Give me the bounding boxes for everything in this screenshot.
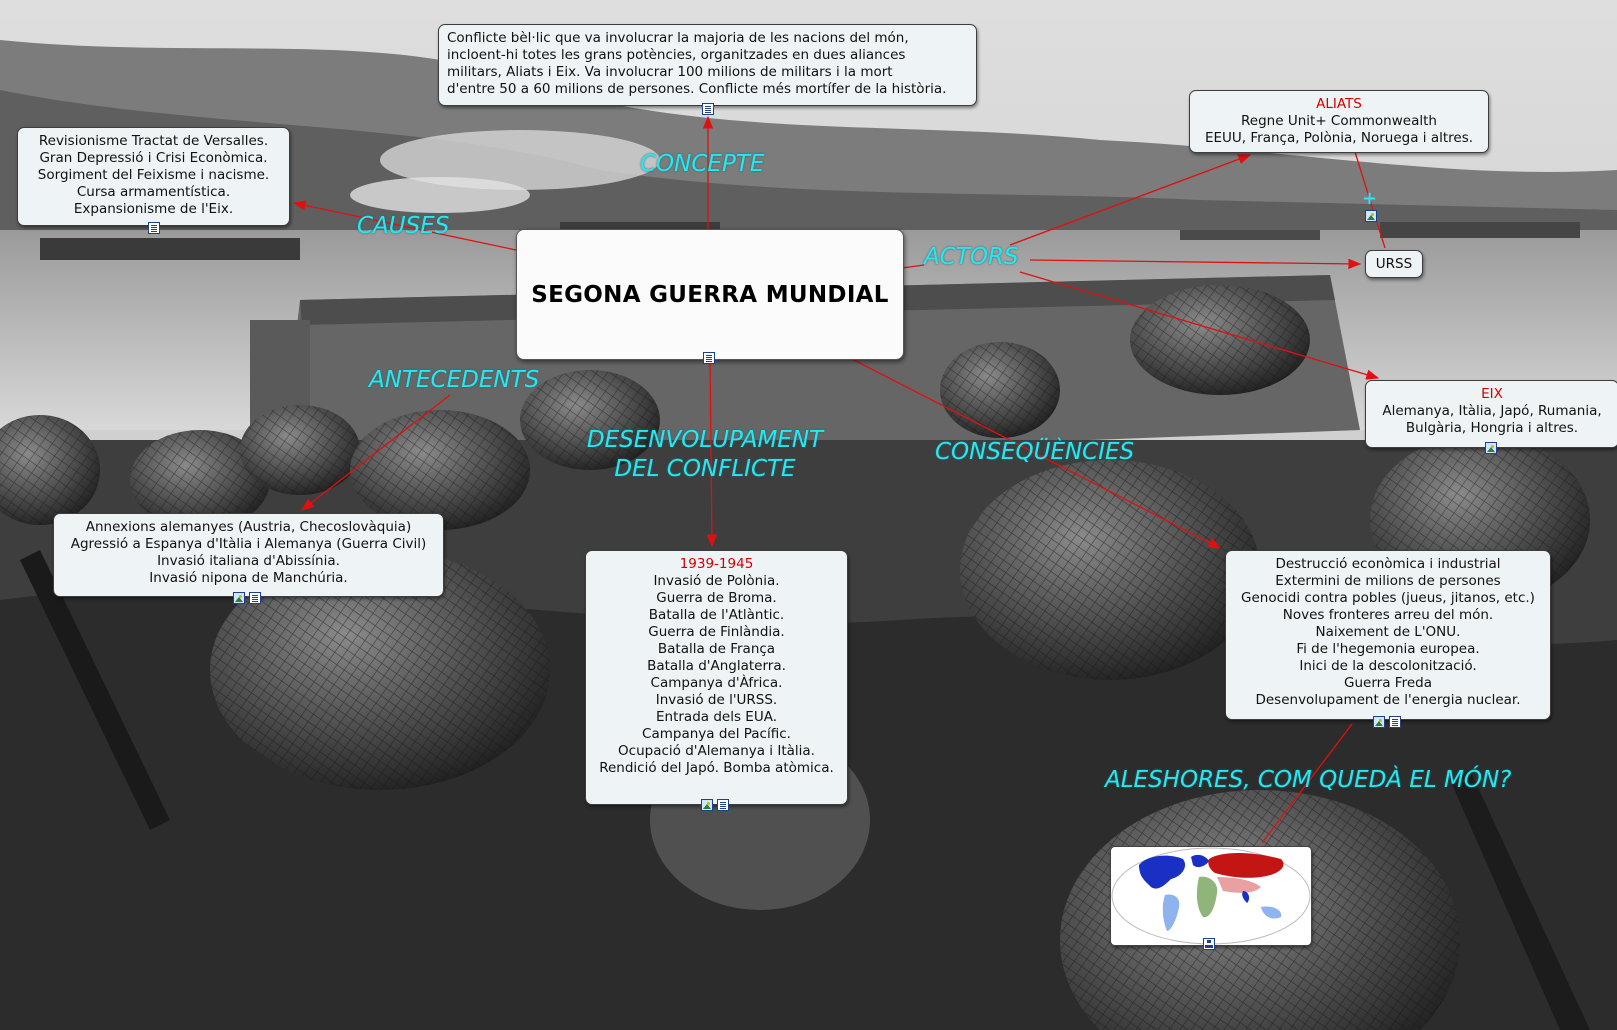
consequencies-line: Inici de la descolonització. (1299, 658, 1477, 674)
aliats-header: ALIATS (1316, 96, 1362, 112)
causes-line: Cursa armamentística. (76, 184, 231, 200)
concepte-line: d'entre 50 a 60 milions de persones. Conflicte més mortífer de la història. (447, 81, 947, 97)
label-actors: ACTORS (924, 244, 1019, 270)
desenvolupament-line: Batalla de l'Atlàntic. (648, 607, 785, 623)
label-consequencies: CONSEQÜÈNCIES (935, 439, 1135, 465)
consequencies-line: Extermini de milions de persones (1275, 573, 1501, 589)
desenvolupament-line: Guerra de Broma. (656, 590, 777, 606)
picture-icon[interactable] (1485, 442, 1497, 454)
consequencies-line: Fi de l'hegemonia europea. (1296, 641, 1480, 657)
node-consequencies[interactable] (1225, 550, 1551, 720)
concepte-line: incloent-hi totes les grans potències, organitzades en dues aliances (447, 47, 906, 63)
note-icon[interactable] (249, 592, 261, 604)
plus-icon[interactable]: + (1362, 188, 1378, 209)
desenvolupament-line: Campanya d'Àfrica. (650, 675, 783, 691)
desenvolupament-line: Ocupació d'Alemanya i Itàlia. (618, 743, 815, 759)
desenvolupament-line: Invasió de Polònia. (653, 573, 780, 589)
consequencies-line: Guerra Freda (1344, 675, 1432, 691)
picture-icon[interactable] (233, 592, 245, 604)
eix-header: EIX (1481, 386, 1503, 402)
label-antecedents: ANTECEDENTS (369, 367, 540, 393)
urss-label: URSS (1375, 256, 1413, 272)
aliats-line: EEUU, França, Polònia, Noruega i altres. (1204, 130, 1474, 146)
concepte-line: Conflicte bèl·lic que va involucrar la majoria de les nacions del món, (447, 30, 909, 46)
label-desenvolupament-line2: DEL CONFLICTE (614, 456, 796, 482)
picture-icon[interactable] (1373, 716, 1385, 728)
world-map-image (1111, 847, 1311, 945)
desenvolupament-line: Batalla d'Anglaterra. (647, 658, 786, 674)
eix-line: Bulgària, Hongria i altres. (1405, 420, 1579, 436)
picture-icon[interactable] (701, 799, 713, 811)
label-desenvolupament (580, 426, 830, 484)
consequencies-line: Destrucció econòmica i industrial (1275, 556, 1501, 572)
note-icon[interactable] (703, 352, 715, 364)
desenvolupament-line: Guerra de Finlàndia. (648, 624, 785, 640)
antecedents-line: Invasió italiana d'Abissínia. (157, 553, 340, 569)
desenvolupament-line: Campanya del Pacífic. (642, 726, 791, 742)
consequencies-line: Genocidi contra pobles (jueus, jitanos, etc.) (1241, 590, 1535, 606)
note-icon[interactable] (148, 222, 160, 234)
label-aleshores: ALESHORES, COM QUEDÀ EL MÓN? (1105, 767, 1512, 793)
note-icon[interactable] (1389, 716, 1401, 728)
desenvolupament-line: Batalla de França (657, 641, 776, 657)
node-eix[interactable] (1365, 380, 1617, 448)
note-icon[interactable] (717, 799, 729, 811)
causes-line: Expansionisme de l'Eix. (73, 201, 234, 217)
antecedents-line: Agressió a Espanya d'Itàlia i Alemanya (Guerra Civil) (70, 536, 427, 552)
desenvolupament-header: 1939-1945 (679, 556, 754, 572)
eix-line: Alemanya, Itàlia, Japó, Rumania, (1382, 403, 1602, 419)
antecedents-line: Invasió nipona de Manchúria. (149, 570, 348, 586)
node-antecedents[interactable] (53, 513, 444, 597)
consequencies-line: Noves fronteres arreu del món. (1282, 607, 1494, 623)
consequencies-line: Desenvolupament de l'energia nuclear. (1255, 692, 1521, 708)
node-desenvolupament[interactable] (585, 550, 848, 805)
node-causes[interactable] (17, 127, 290, 226)
node-urss[interactable] (1365, 250, 1423, 278)
central-topic[interactable] (516, 229, 904, 360)
antecedents-line: Annexions alemanyes (Austria, Checoslovàquia) (85, 519, 412, 535)
concepte-line: militars, Aliats i Eix. Va involucrar 100 milions de militars i la mort (447, 64, 893, 80)
label-causes: CAUSES (357, 213, 450, 239)
node-world-map[interactable] (1110, 846, 1312, 946)
central-title: SEGONA GUERRA MUNDIAL (531, 281, 889, 308)
desenvolupament-line: Entrada dels EUA. (656, 709, 777, 725)
node-aliats[interactable] (1189, 90, 1489, 153)
causes-line: Revisionisme Tractat de Versalles. (38, 133, 269, 149)
label-desenvolupament-line1: DESENVOLUPAMENT (586, 427, 824, 453)
causes-line: Gran Depressió i Crisi Econòmica. (39, 150, 268, 166)
desenvolupament-line: Invasió de l'URSS. (655, 692, 778, 708)
consequencies-line: Naixement de L'ONU. (1315, 624, 1461, 640)
aliats-line: Regne Unit+ Commonwealth (1241, 113, 1437, 129)
picture-icon[interactable] (1365, 210, 1377, 222)
note-icon[interactable] (702, 103, 714, 115)
label-concepte: CONCEPTE (640, 151, 765, 177)
desenvolupament-line: Rendició del Japó. Bomba atòmica. (599, 760, 834, 776)
causes-line: Sorgiment del Feixisme i nacisme. (37, 167, 270, 183)
network-icon[interactable] (1203, 938, 1215, 950)
node-concepte[interactable] (438, 24, 977, 106)
